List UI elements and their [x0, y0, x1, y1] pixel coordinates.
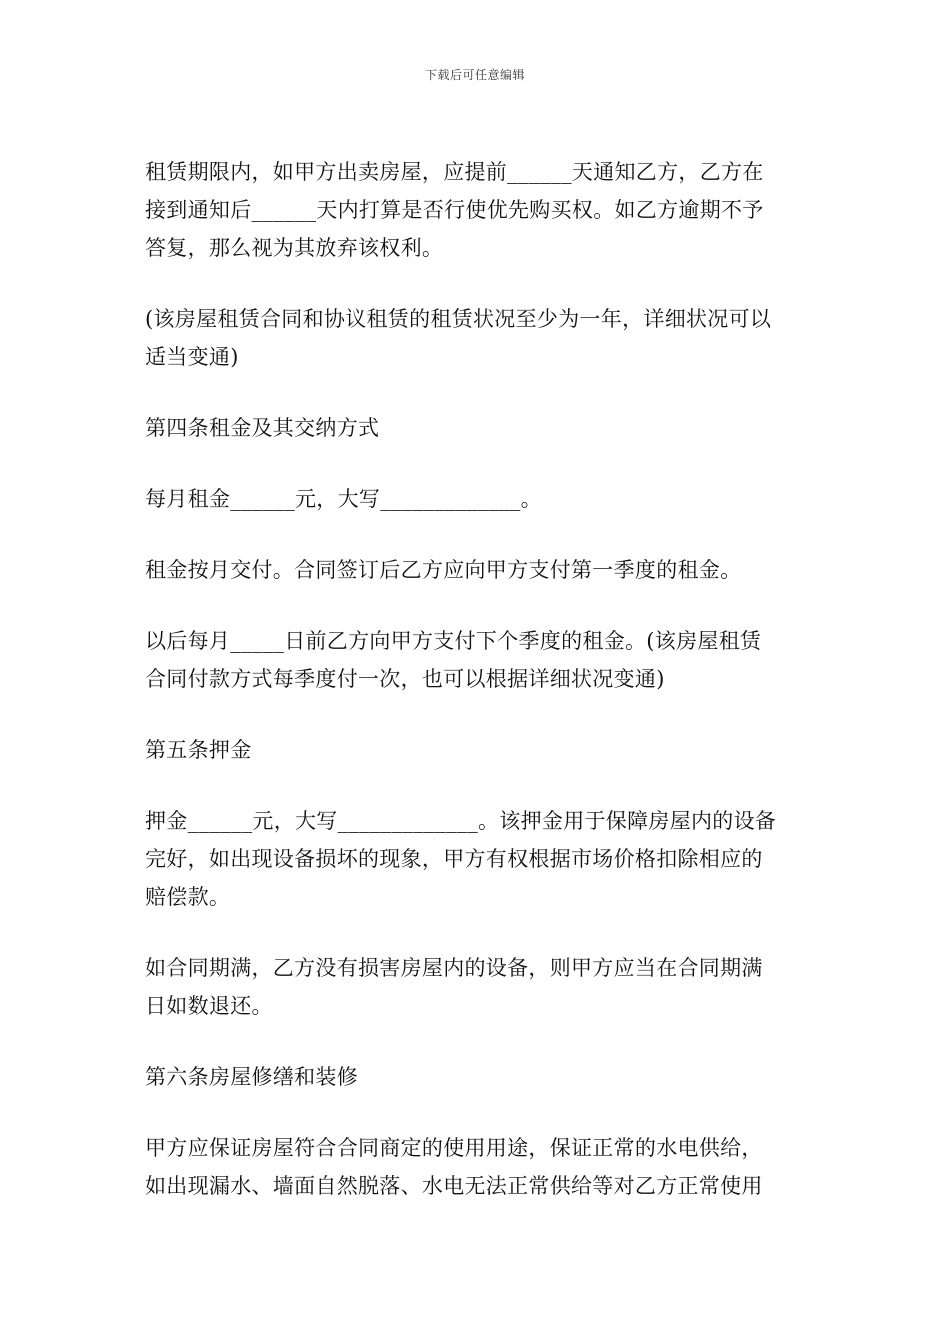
text-line: 甲方应保证房屋符合合同商定的使用用途，保证正常的水电供给，	[145, 1136, 763, 1160]
text-line: 以后每月_____日前乙方向甲方支付下个季度的租金。(该房屋租赁	[145, 629, 762, 653]
text-line: 适当变通)	[145, 345, 239, 369]
paragraph-deposit-refund	[145, 949, 809, 1025]
document-body	[145, 153, 809, 1238]
heading-text: 第六条房屋修缮和装修	[145, 1065, 358, 1089]
paragraph-rent-payment	[145, 551, 809, 589]
paragraph-quarterly-payment	[145, 622, 809, 698]
heading-text: 第四条租金及其交纳方式	[145, 416, 380, 440]
text-line: 每月租金______元，大写_____________。	[145, 487, 542, 511]
text-line: 完好，如出现设备损坏的现象，甲方有权根据市场价格扣除相应的	[145, 847, 763, 871]
text-line: 日如数退还。	[145, 994, 273, 1018]
text-line: 租赁期限内，如甲方出卖房屋，应提前______天通知乙方，乙方在	[145, 160, 764, 184]
paragraph-deposit	[145, 802, 809, 916]
text-line: 如合同期满，乙方没有损害房屋内的设备，则甲方应当在合同期满	[145, 956, 763, 980]
header-note: 下载后可任意编辑	[424, 68, 525, 82]
text-line: (该房屋租赁合同和协议租赁的租赁状况至少为一年，详细状况可以	[145, 307, 772, 331]
text-line: 合同付款方式每季度付一次，也可以根据详细状况变通)	[145, 667, 665, 691]
paragraph-lease-term-note	[145, 300, 809, 376]
article-4-heading	[145, 409, 809, 447]
paragraph-sale-notice	[145, 153, 809, 267]
text-line: 租金按月交付。合同签订后乙方应向甲方支付第一季度的租金。	[145, 558, 742, 582]
article-6-heading	[145, 1058, 809, 1096]
text-line: 赔偿款。	[145, 885, 231, 909]
text-line: 答复，那么视为其放弃该权利。	[145, 236, 444, 260]
article-5-heading	[145, 731, 809, 769]
paragraph-monthly-rent	[145, 480, 809, 518]
text-line: 接到通知后______天内打算是否行使优先购买权。如乙方逾期不予	[145, 198, 764, 222]
paragraph-repairs	[145, 1129, 809, 1205]
text-line: 如出现漏水、墙面自然脱落、水电无法正常供给等对乙方正常使用	[145, 1174, 763, 1198]
heading-text: 第五条押金	[145, 738, 252, 762]
text-line: 押金______元，大写_____________。该押金用于保障房屋内的设备	[145, 809, 777, 833]
